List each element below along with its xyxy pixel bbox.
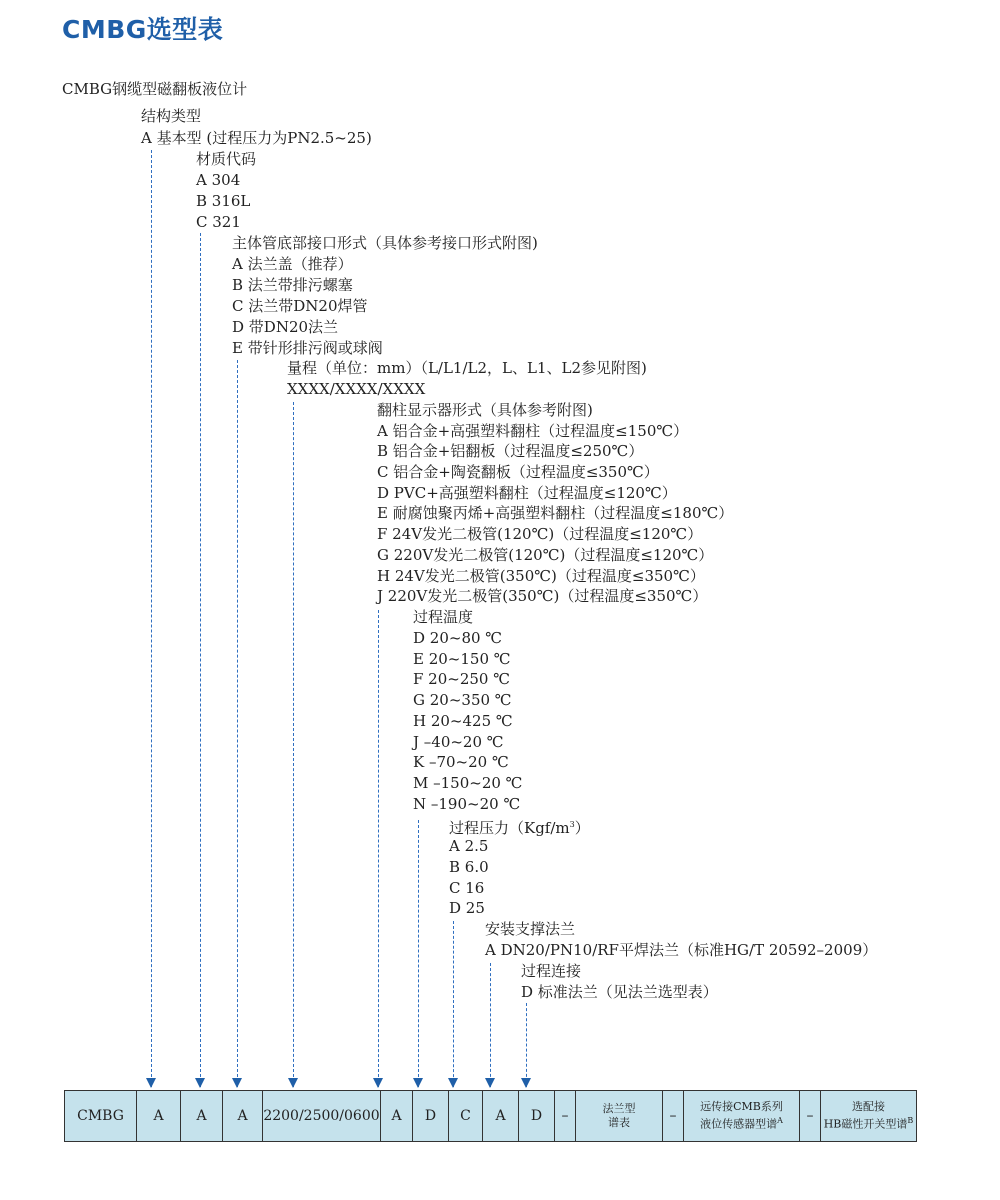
indicator-option-e: E 耐腐蚀聚丙烯+高强塑料翻柱（过程温度≤180℃）	[377, 504, 734, 522]
code-remote-sensor	[684, 1091, 800, 1142]
magnetic-switch-line2: HB磁性开关型谱	[823, 1117, 908, 1131]
temperature-heading: 过程温度	[413, 608, 474, 626]
product-subtitle: CMBG钢缆型磁翻板液位计	[62, 80, 248, 98]
temperature-option-j: J –40~20 ℃	[413, 733, 504, 751]
flange-option-a: A DN20/PN10/RF平焊法兰（标准HG/T 20592–2009）	[485, 941, 878, 959]
temperature-option-e: E 20~150 ℃	[413, 650, 511, 668]
code-range: 2200/2500/0600	[263, 1091, 381, 1142]
pressure-heading-text: 过程压力（Kgf/m	[449, 819, 570, 837]
code-magnetic-switch	[821, 1091, 917, 1142]
temperature-option-n: N –190~20 ℃	[413, 795, 521, 813]
temperature-option-k: K –70~20 ℃	[413, 753, 509, 771]
magnetic-switch-line1: 选配接	[852, 1100, 885, 1114]
range-arrow	[293, 402, 294, 1087]
range-value: XXXX/XXXX/XXXX	[287, 380, 426, 398]
flange-spectrum-line1: 法兰型	[602, 1102, 636, 1115]
indicator-option-g: G 220V发光二极管(120℃)（过程温度≤120℃）	[377, 546, 714, 564]
temperature-arrow	[418, 820, 419, 1087]
code-flange-spectrum	[576, 1091, 663, 1142]
connection-option-d: D 标准法兰（见法兰选型表）	[521, 983, 718, 1001]
page-title: CMBG选型表	[62, 15, 224, 44]
structure-heading: 结构类型	[141, 107, 202, 125]
code-separator-2: –	[663, 1091, 684, 1142]
pressure-option-d: D 25	[449, 899, 485, 917]
indicator-option-b: B 铝合金+铝翻板（过程温度≤250℃）	[377, 442, 644, 460]
flange-heading: 安装支撑法兰	[485, 920, 576, 938]
pressure-arrow	[453, 921, 454, 1087]
structure-arrow	[151, 150, 152, 1087]
remote-sensor-line2: 液位传感器型谱	[700, 1117, 778, 1131]
indicator-option-a: A 铝合金+高强塑料翻柱（过程温度≤150℃）	[377, 422, 689, 440]
temperature-option-f: F 20~250 ℃	[413, 670, 511, 688]
material-heading: 材质代码	[196, 150, 257, 168]
pressure-option-c: C 16	[449, 879, 485, 897]
code-temperature: D	[413, 1091, 449, 1142]
code-flange: A	[483, 1091, 519, 1142]
interface-option-d: D 带DN20法兰	[232, 318, 339, 336]
model-code-table	[64, 1090, 917, 1142]
interface-option-e: E 带针形排污阀或球阀	[232, 339, 383, 357]
connection-heading: 过程连接	[521, 962, 582, 980]
flange-spectrum-line2: 谱表	[608, 1116, 630, 1129]
indicator-option-h: H 24V发光二极管(350℃)（过程温度≤350℃）	[377, 567, 705, 585]
code-structure: A	[137, 1091, 181, 1142]
code-model: CMBG	[65, 1091, 137, 1142]
material-option-c: C 321	[196, 213, 241, 231]
temperature-option-g: G 20~350 ℃	[413, 691, 512, 709]
remote-sensor-note: A	[777, 1116, 783, 1126]
material-option-a: A 304	[196, 171, 241, 189]
flange-arrow	[490, 963, 491, 1087]
interface-option-a: A 法兰盖（推荐）	[232, 255, 353, 273]
range-heading: 量程（单位：mm）（L/L1/L2，L、L1、L2参见附图)	[287, 359, 647, 377]
indicator-option-j: J 220V发光二极管(350℃)（过程温度≤350℃）	[377, 587, 708, 605]
code-separator-3: –	[800, 1091, 821, 1142]
interface-option-b: B 法兰带排污螺塞	[232, 276, 353, 294]
code-separator-1: –	[555, 1091, 576, 1142]
pressure-heading	[449, 815, 590, 838]
magnetic-switch-note: B	[907, 1116, 914, 1126]
code-indicator: A	[381, 1091, 413, 1142]
interface-arrow	[237, 360, 238, 1087]
code-connection: D	[519, 1091, 555, 1142]
code-material: A	[181, 1091, 223, 1142]
pressure-option-b: B 6.0	[449, 858, 489, 876]
code-pressure: C	[449, 1091, 483, 1142]
model-code-row	[65, 1091, 917, 1142]
material-option-b: B 316L	[196, 192, 251, 210]
temperature-option-m: M –150~20 ℃	[413, 774, 523, 792]
indicator-option-d: D PVC+高强塑料翻柱（过程温度≤120℃）	[377, 484, 677, 502]
temperature-option-d: D 20~80 ℃	[413, 629, 503, 647]
temperature-option-h: H 20~425 ℃	[413, 712, 513, 730]
pressure-option-a: A 2.5	[449, 837, 489, 855]
indicator-option-c: C 铝合金+陶瓷翻板（过程温度≤350℃）	[377, 463, 659, 481]
indicator-heading: 翻柱显示器形式（具体参考附图)	[377, 401, 593, 419]
indicator-option-f: F 24V发光二极管(120℃)（过程温度≤120℃）	[377, 525, 703, 543]
connection-arrow	[526, 1003, 527, 1087]
interface-heading: 主体管底部接口形式（具体参考接口形式附图)	[232, 234, 538, 252]
interface-option-c: C 法兰带DN20焊管	[232, 297, 368, 315]
remote-sensor-line1: 远传接CMB系列	[700, 1100, 783, 1114]
pressure-unit-exponent: 3	[569, 820, 575, 829]
pressure-heading-end: ）	[574, 819, 590, 837]
structure-option-a: A 基本型 (过程压力为PN2.5~25)	[141, 129, 372, 147]
indicator-arrow	[378, 610, 379, 1087]
material-arrow	[200, 233, 201, 1087]
code-interface: A	[223, 1091, 263, 1142]
